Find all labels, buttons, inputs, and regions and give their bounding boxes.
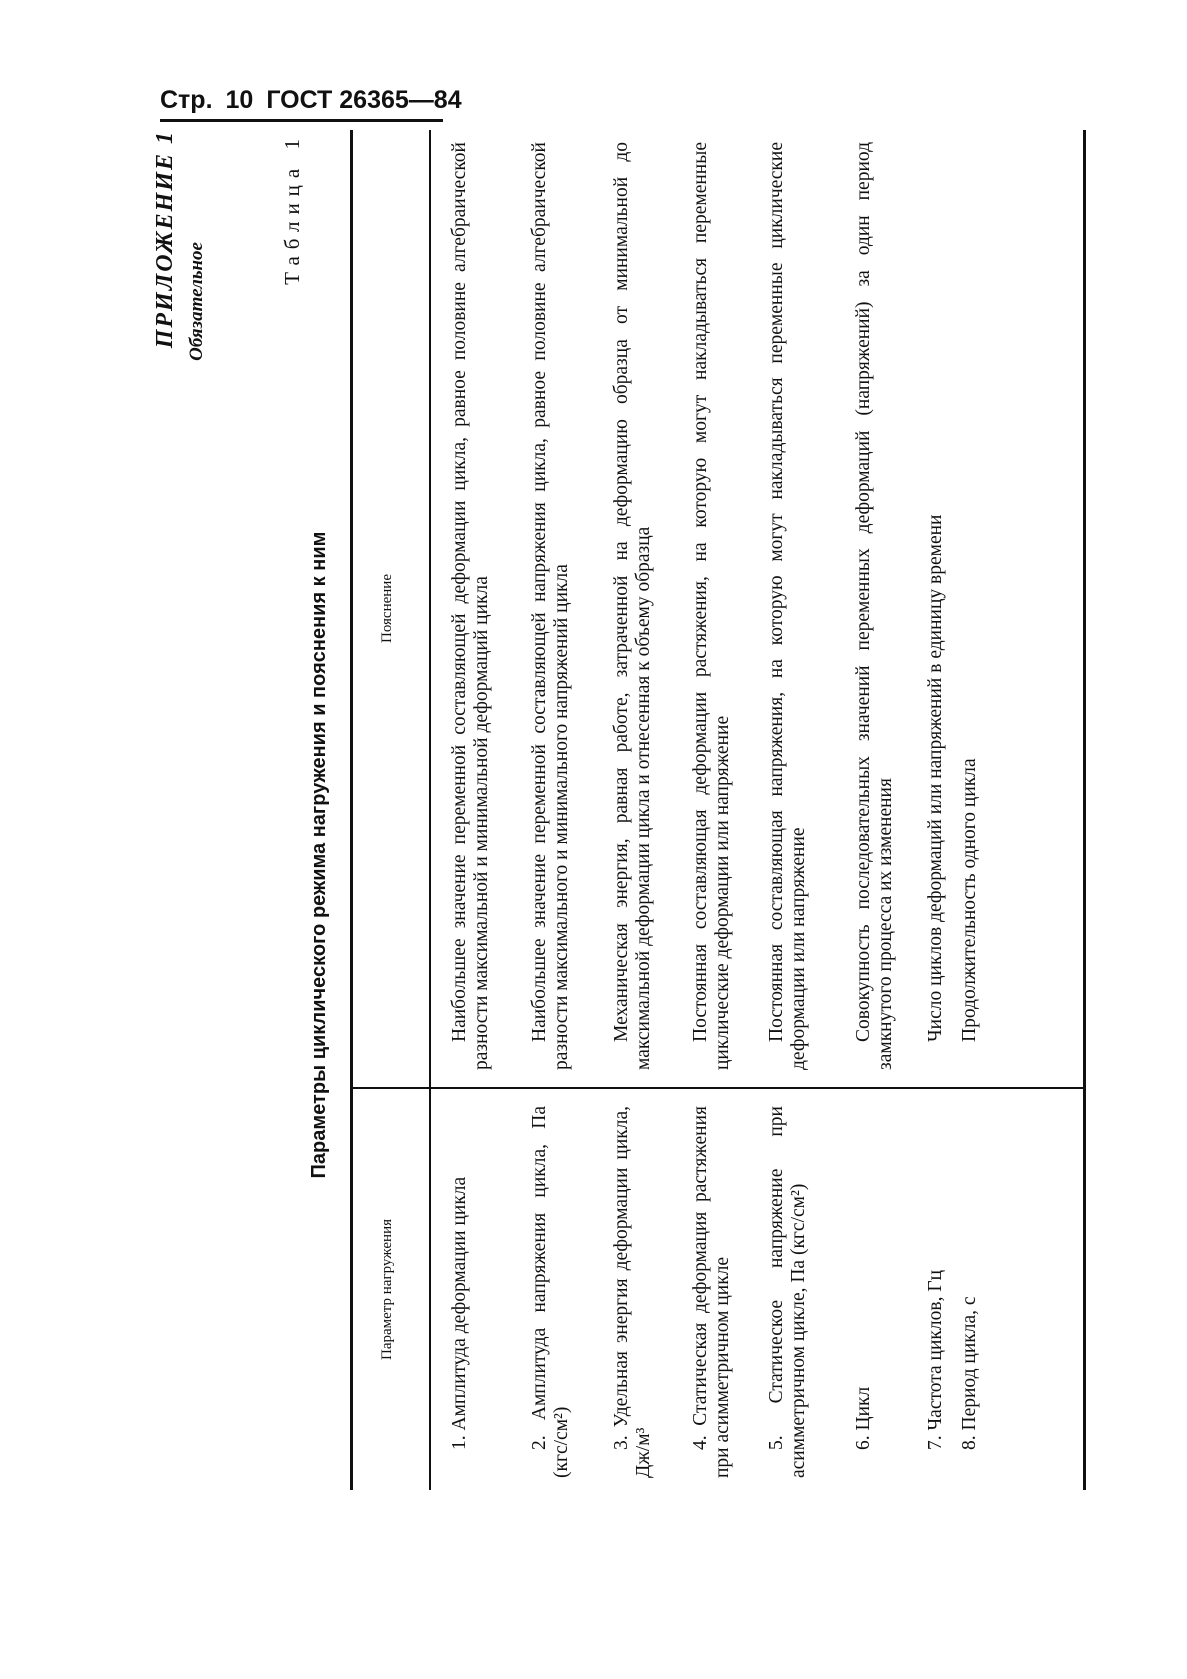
param-cell: 3. Удельная энергия деформации цикла, Дж/м³	[611, 1106, 654, 1478]
table-label: Таблица 1	[280, 132, 304, 285]
explanation-cell: Механическая энергия, равная работе, затраченной на деформацию образца от минимальной до максимальной деформации цикла и отнесенная к объему образца	[611, 142, 654, 1070]
column-divider	[353, 1087, 1083, 1089]
explanation-cell: Наибольшее значение переменной составляющей деформации цикла, равное половине алгебраической разности максимальной и минимальной деформаций цикла	[449, 142, 492, 1070]
parameters-table	[350, 130, 1086, 1490]
explanation-cell: Совокупность последовательных значений переменных деформаций (напряжений) за один период замкнутого процесса их изменения	[853, 142, 896, 1070]
param-cell: 4. Статическая деформация растяжения при асимметричном цикле	[690, 1106, 733, 1478]
explanation-cell: Продолжительность одного цикла	[959, 758, 980, 1042]
rotated-content	[140, 130, 1080, 1580]
page-header	[160, 86, 462, 122]
table-title: Параметры циклического режима нагружения и пояснения к ним	[308, 531, 330, 1179]
explanation-cell: Наибольшее значение переменной составляющей напряжения цикла, равное половине алгебраической разности максимального и минимального напряжений цикла	[529, 142, 572, 1070]
param-cell: 2. Амплитуда напряжения цикла, Па (кгс/см²)	[529, 1106, 572, 1478]
param-cell: 6. Цикл	[853, 1386, 874, 1450]
explanation-cell: Постоянная составляющая деформации растяжения, на которую могут накладываться переменные циклические деформации или напряжение	[690, 142, 733, 1070]
standard-number: ГОСТ 26365—84	[266, 86, 462, 114]
page-number: 10	[225, 86, 254, 114]
appendix-status: Обязательное	[186, 242, 207, 361]
explanation-cell: Число циклов деформаций или напряжений в единицу времени	[925, 514, 946, 1042]
column-header-explanation: Пояснение	[379, 574, 395, 644]
explanation-cell: Постоянная составляющая напряжения, на которую могут накладываться переменные циклические деформации или напряжение	[766, 142, 809, 1070]
param-cell: 7. Частота циклов, Гц	[925, 1269, 946, 1450]
param-cell: 5. Статическое напряжение при асимметричном цикле, Па (кгс/см²)	[766, 1106, 809, 1478]
column-header-parameter: Параметр нагружения	[379, 1219, 395, 1361]
appendix-title: ПРИЛОЖЕНИЕ 1	[152, 130, 178, 349]
param-cell: 1. Амплитуда деформации цикла	[449, 1176, 470, 1450]
page-label: Стр.	[160, 86, 213, 114]
param-cell: 8. Период цикла, с	[959, 1296, 980, 1450]
table-header	[353, 130, 431, 1490]
